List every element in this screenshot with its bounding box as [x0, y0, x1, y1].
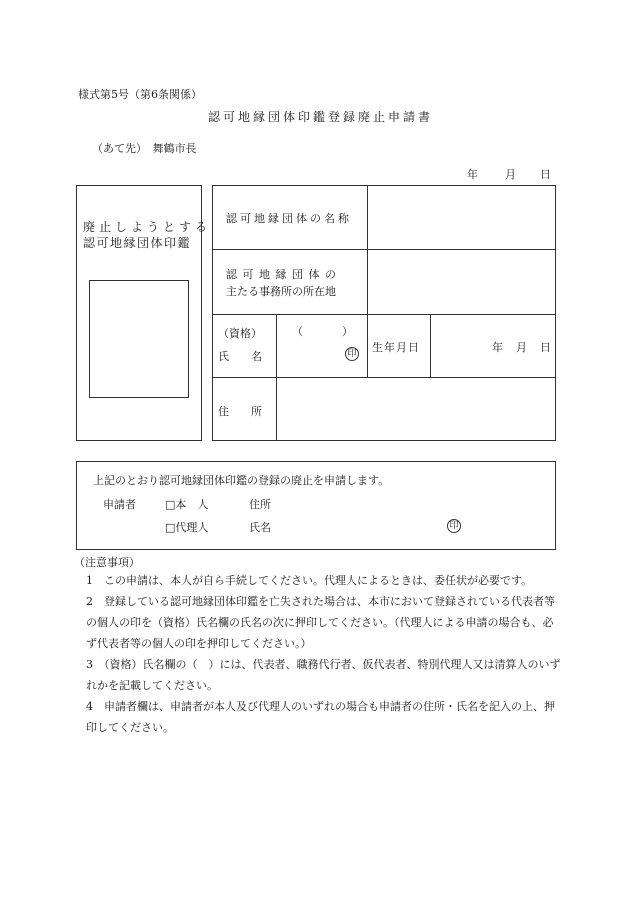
- dob-label: 生年月日: [372, 341, 420, 354]
- form-number: 様式第5号（第6条関係）: [78, 88, 202, 101]
- self-checkbox[interactable]: □本 人: [165, 498, 209, 511]
- note-item-1: 1 この申請は、本人が自ら手続してください。代理人によるときは、委任状が必要です。: [86, 574, 533, 587]
- notes-heading: （注意事項）: [74, 556, 140, 569]
- date-month: 月: [505, 168, 516, 181]
- addressee: （あて先） 舞鶴市長: [92, 142, 197, 155]
- note-item-2: 2 登録している認可地縁団体印鑑を亡失された場合は、本市において登録されている代表者等の個人の印を（資格）氏名欄の氏名の次に押印してください。（代理人による申請の場合も、必ず代表者等の個人の印を押印してください。）: [86, 595, 555, 650]
- office-label-line2: 主たる事務所の所在地: [226, 285, 336, 298]
- seal-box-label-line2: 認可地縁団体印鑑: [83, 236, 192, 250]
- dob-year: 年: [492, 341, 503, 354]
- org-name-label: 認可地縁団体の名称: [226, 212, 352, 225]
- agent-checkbox[interactable]: □代理人: [165, 521, 209, 534]
- application-box: [76, 461, 556, 550]
- dob-day: 日: [540, 341, 551, 354]
- application-statement: 上記のとおり認可地縁団体印鑑の登録の廃止を申請します。: [93, 474, 390, 487]
- qualification-label: （資格）: [218, 327, 262, 340]
- note-item-4: 4 申請者欄は、申請者が本人及び代理人のいずれの場合も申請者の住所・氏名を記入の上、押印してください。: [86, 700, 555, 734]
- page-title: 認可地縁団体印鑑登録廃止申請書: [208, 110, 434, 124]
- seal-impression-area[interactable]: [89, 280, 189, 398]
- applicant-address-label: 住所: [249, 498, 271, 511]
- org-name-field[interactable]: [369, 187, 554, 248]
- name-seal-mark: 印: [345, 347, 359, 361]
- address-field[interactable]: [278, 379, 554, 439]
- date-year: 年: [467, 168, 478, 181]
- applicant-seal-mark: 印: [447, 519, 461, 533]
- name-label: 氏 名: [218, 350, 262, 363]
- qualification-paren-open: （: [292, 325, 303, 338]
- applicant-name-label: 氏名: [249, 521, 271, 534]
- note-item-3: 3 （資格）氏名欄の（ ）には、代表者、職務代行者、仮代表者、特別代理人又は清算人のいずれかを記載してください。: [86, 658, 561, 692]
- address-label: 住 所: [218, 405, 262, 418]
- office-label-line1: 認 可 地 縁 団 体 の: [226, 268, 337, 281]
- dob-month: 月: [516, 341, 527, 354]
- seal-registration-box: [76, 185, 212, 441]
- qualification-paren-close: ）: [342, 325, 353, 338]
- date-day: 日: [540, 168, 551, 181]
- seal-box-label-line1: 廃止しようとする: [83, 220, 212, 234]
- applicant-label: 申請者: [103, 498, 136, 511]
- office-address-field[interactable]: [369, 251, 554, 313]
